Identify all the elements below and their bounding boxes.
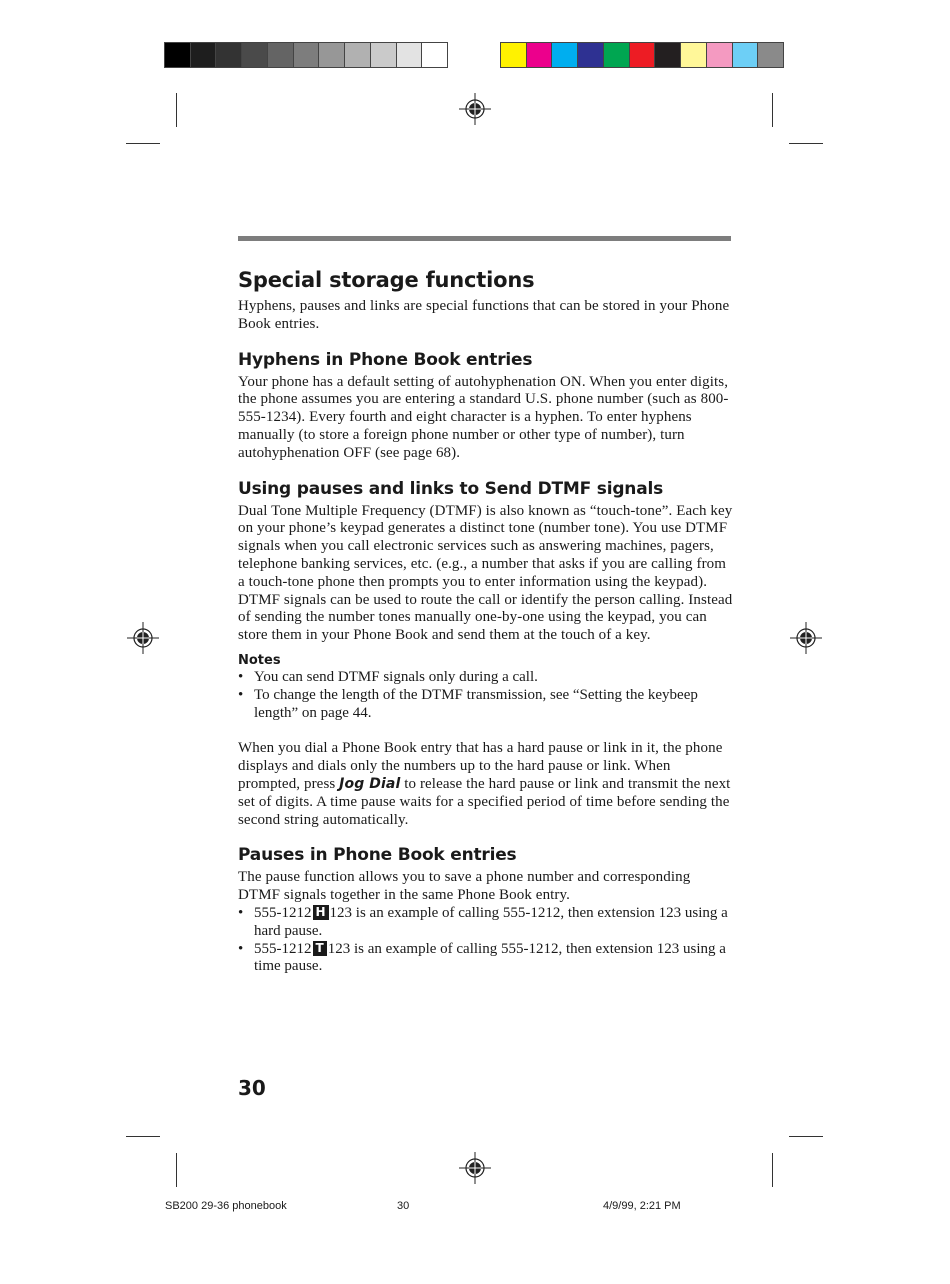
hyphens-section [238,350,733,463]
hard-pause-key-icon: H [313,905,329,920]
crop-mark-top-left-horizontal [126,143,160,144]
color-swatch-8 [681,43,707,67]
color-swatch-7 [655,43,681,67]
registration-mark-icon-left [127,622,159,654]
gray-swatch-6 [294,43,320,67]
gray-swatch-3 [216,43,242,67]
gray-swatch-11 [422,43,447,67]
grayscale-calibration-bar [164,42,448,68]
page-title: Special storage functions [238,268,535,292]
footer-file-name: SB200 29-36 phonebook [165,1200,287,1212]
dtmf-dialing-paragraph [238,740,733,829]
gray-swatch-9 [371,43,397,67]
crop-mark-bottom-right-vertical [772,1153,773,1187]
hyphens-body: Your phone has a default setting of autohyphenation ON. When you enter digits, the phone assumes you are entering a standard U.S. phone number (such as 800-555-1234). Every fourth and eight character is a hyphen. To enter hyphens manually (to store a foreign phone number or other type of number), turn autohyphenation OFF (see page 68). [238,373,729,461]
color-swatch-11 [758,43,783,67]
jog-dial-key-label: Jog Dial [339,775,401,792]
footer-page: 30 [397,1200,410,1212]
gray-swatch-4 [242,43,268,67]
color-calibration-bar [500,42,784,68]
color-swatch-10 [733,43,759,67]
pause-example-hard [238,905,733,941]
pauses-section [238,845,733,976]
color-swatch-5 [604,43,630,67]
registration-mark-icon-top [459,93,491,125]
gray-swatch-2 [191,43,217,67]
dtmf-heading: Using pauses and links to Send DTMF signals [238,478,664,499]
footer-timestamp: 4/9/99, 2:21 PM [603,1200,681,1212]
gray-swatch-5 [268,43,294,67]
gray-swatch-8 [345,43,371,67]
dialing-text-before: When you dial a Phone Book entry that has a hard pause or link in it, the phone displays and dials only the numbers up to the hard pause or link. When prompted, press [238,740,723,792]
dialing-text-after: to release the hard pause or link and transmit the next set of digits. A time pause waits for a specified period of time before sending the second string automatically. [238,775,731,828]
example-number: 555-1212 [254,940,312,957]
notes-title: Notes [238,652,281,668]
intro-paragraph: Hyphens, pauses and links are special functions that can be stored in your Phone Book entries. [238,298,730,332]
color-swatch-3 [552,43,578,67]
dtmf-section [238,479,733,830]
color-swatch-1 [501,43,527,67]
crop-mark-top-right-vertical [772,93,773,127]
example-description: 123 is an example of calling 555-1212, then extension 123 using a time pause. [254,940,726,975]
color-swatch-9 [707,43,733,67]
example-description: 123 is an example of calling 555-1212, then extension 123 using a hard pause. [254,904,728,939]
page-number: 30 [238,1076,266,1100]
pauses-heading: Pauses in Phone Book entries [238,845,517,866]
gray-swatch-10 [397,43,423,67]
gray-swatch-1 [165,43,191,67]
crop-mark-top-left-vertical [176,93,177,127]
page-content [238,268,733,976]
color-swatch-4 [578,43,604,67]
registration-mark-icon-bottom [459,1152,491,1184]
pause-examples-list [238,905,733,976]
notes-list [238,669,733,722]
note-item: • To change the length of the DTMF transmission, see “Setting the keybeep length” on page 44. [238,687,733,723]
color-swatch-6 [630,43,656,67]
crop-mark-bottom-left-horizontal [126,1136,160,1137]
example-number: 555-1212 [254,904,312,921]
note-item: • You can send DTMF signals only during a call. [238,669,733,687]
section-top-rule [238,236,731,241]
crop-mark-bottom-left-vertical [176,1153,177,1187]
time-pause-key-icon: T [313,941,327,956]
crop-mark-bottom-right-horizontal [789,1136,823,1137]
pause-example-time [238,941,733,977]
gray-swatch-7 [319,43,345,67]
dtmf-body: Dual Tone Multiple Frequency (DTMF) is also known as “touch-tone”. Each key on your phone’s keypad generates a distinct tone (number tone). You use DTMF signals when you call electronic services such as answering machines, pagers, telephone banking services, etc. (e.g., a number that asks if you are calling from a touch-tone phone then prompts you to enter information using the keypad). DTMF signals can be used to route the call or identify the person calling. Instead of sending the number tones manually one-by-one using the keypad, you can store them in your Phone Book and send them at the touch of a key. [238,502,733,644]
color-swatch-2 [527,43,553,67]
registration-mark-icon-right [790,622,822,654]
crop-mark-top-right-horizontal [789,143,823,144]
hyphens-heading: Hyphens in Phone Book entries [238,349,533,370]
pauses-body: The pause function allows you to save a phone number and corresponding DTMF signals together in the same Phone Book entry. [238,869,691,904]
